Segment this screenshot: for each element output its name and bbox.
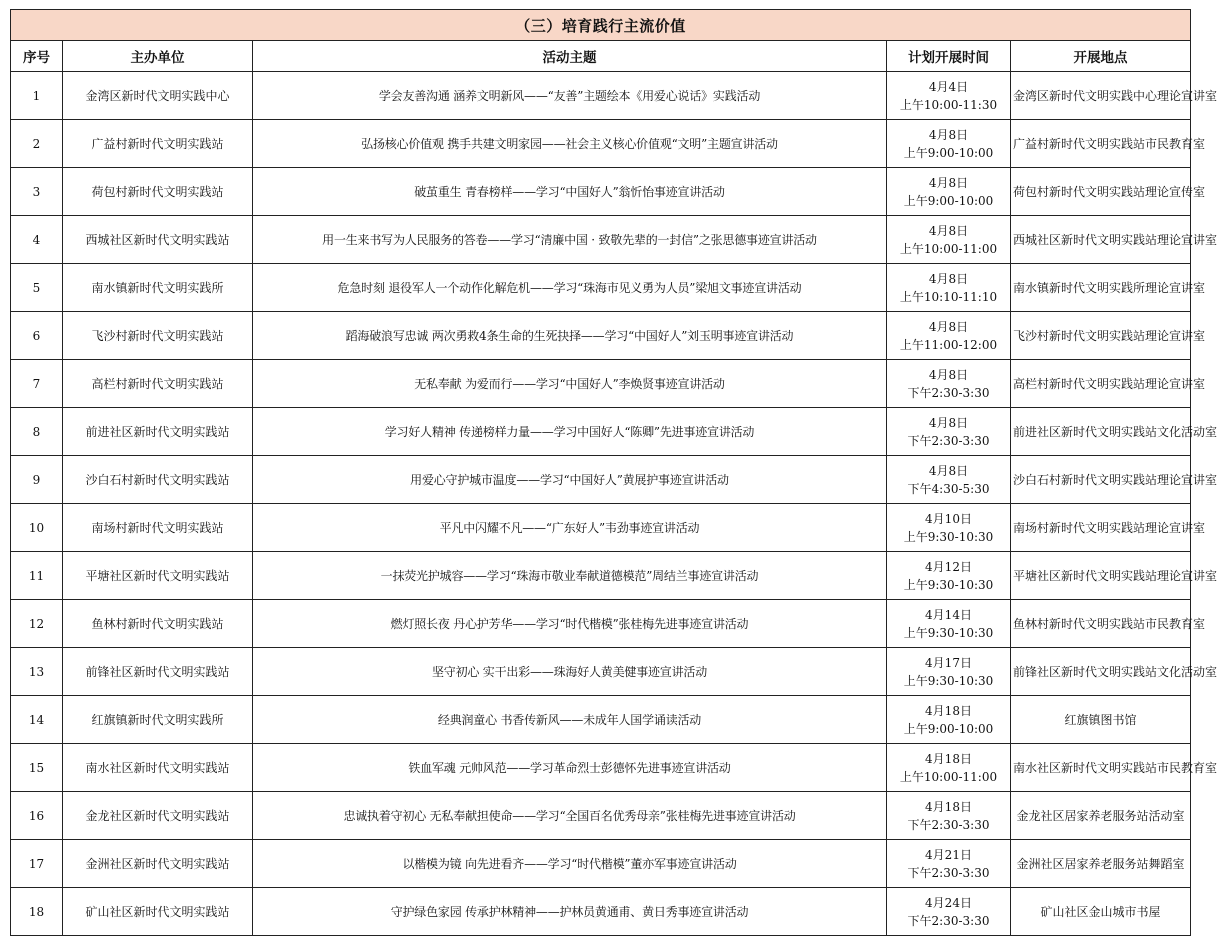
row-index: 5 — [11, 264, 63, 312]
row-location: 前锋社区新时代文明实践站文化活动室 — [1011, 648, 1191, 696]
row-index: 16 — [11, 792, 63, 840]
row-organizer: 前进社区新时代文明实践站 — [63, 408, 253, 456]
row-theme: 无私奉献 为爱而行——学习“中国好人”李焕贤事迹宣讲活动 — [253, 360, 887, 408]
table-row — [11, 792, 1191, 840]
row-index: 2 — [11, 120, 63, 168]
table-row — [11, 744, 1191, 792]
row-time — [887, 648, 1011, 696]
row-time-range: 上午11:00-12:00 — [899, 337, 998, 352]
row-index: 3 — [11, 168, 63, 216]
row-index: 13 — [11, 648, 63, 696]
row-theme: 忠诚执着守初心 无私奉献担使命——学习“全国百名优秀母亲”张桂梅先进事迹宣讲活动 — [253, 792, 887, 840]
table-row — [11, 168, 1191, 216]
row-index: 11 — [11, 552, 63, 600]
row-date: 4月8日 — [928, 463, 969, 478]
row-theme: 用一生来书写为人民服务的答卷——学习“清廉中国 · 致敬先辈的一封信”之张思德事迹宣讲活动 — [253, 216, 887, 264]
row-location: 飞沙村新时代文明实践站理论宣讲室 — [1011, 312, 1191, 360]
row-organizer: 红旗镇新时代文明实践所 — [63, 696, 253, 744]
header-location: 开展地点 — [1011, 41, 1191, 72]
row-time — [887, 744, 1011, 792]
row-time-range: 上午9:00-10:00 — [903, 145, 994, 160]
row-time — [887, 552, 1011, 600]
row-time — [887, 120, 1011, 168]
row-date: 4月24日 — [925, 895, 972, 910]
row-organizer: 西城社区新时代文明实践站 — [63, 216, 253, 264]
row-index: 4 — [11, 216, 63, 264]
row-theme: 弘扬核心价值观 携手共建文明家园——社会主义核心价值观“文明”主题宣讲活动 — [253, 120, 887, 168]
row-location: 南水社区新时代文明实践站市民教育室 — [1011, 744, 1191, 792]
row-time-range: 上午9:30-10:30 — [903, 673, 994, 688]
row-time-range: 上午9:30-10:30 — [903, 577, 994, 592]
row-organizer: 金湾区新时代文明实践中心 — [63, 72, 253, 120]
table-row — [11, 72, 1191, 120]
row-time-range: 上午10:00-11:00 — [899, 241, 998, 256]
table-body — [11, 72, 1217, 936]
row-location: 金洲社区居家养老服务站舞蹈室 — [1011, 840, 1191, 888]
row-location: 红旗镇图书馆 — [1011, 696, 1191, 744]
row-time — [887, 696, 1011, 744]
row-date: 4月8日 — [928, 367, 969, 382]
row-organizer: 荷包村新时代文明实践站 — [63, 168, 253, 216]
row-location: 荷包村新时代文明实践站理论宣传室 — [1011, 168, 1191, 216]
row-index: 8 — [11, 408, 63, 456]
row-time-range: 上午10:00-11:30 — [899, 97, 998, 112]
row-index: 14 — [11, 696, 63, 744]
table-row — [11, 312, 1191, 360]
row-theme: 以楷模为镜 向先进看齐——学习“时代楷模”董亦军事迹宣讲活动 — [253, 840, 887, 888]
table-row — [11, 408, 1191, 456]
row-date: 4月8日 — [928, 175, 969, 190]
row-time — [887, 408, 1011, 456]
table-row — [11, 888, 1191, 936]
table-row — [11, 552, 1191, 600]
header-time: 计划开展时间 — [887, 41, 1011, 72]
row-time — [887, 840, 1011, 888]
row-organizer: 金龙社区新时代文明实践站 — [63, 792, 253, 840]
row-date: 4月8日 — [928, 319, 969, 334]
row-location: 金龙社区居家养老服务站活动室 — [1011, 792, 1191, 840]
row-time — [887, 312, 1011, 360]
row-date: 4月8日 — [928, 271, 969, 286]
row-time — [887, 168, 1011, 216]
table-row — [11, 456, 1191, 504]
row-time-range: 下午4:30-5:30 — [907, 481, 990, 496]
table-row — [11, 264, 1191, 312]
row-time — [887, 360, 1011, 408]
row-location: 鱼林村新时代文明实践站市民教育室 — [1011, 600, 1191, 648]
row-index: 1 — [11, 72, 63, 120]
row-date: 4月8日 — [928, 223, 969, 238]
row-theme: 铁血军魂 元帅风范——学习革命烈士彭德怀先进事迹宣讲活动 — [253, 744, 887, 792]
row-date: 4月12日 — [925, 559, 972, 574]
row-index: 9 — [11, 456, 63, 504]
row-time-range: 下午2:30-3:30 — [907, 433, 990, 448]
row-organizer: 鱼林村新时代文明实践站 — [63, 600, 253, 648]
row-theme: 一抹荧光护城容——学习“珠海市敬业奉献道德模范”周结兰事迹宣讲活动 — [253, 552, 887, 600]
row-time — [887, 456, 1011, 504]
row-date: 4月14日 — [925, 607, 972, 622]
row-theme: 学会友善沟通 涵养文明新风——“友善”主题绘本《用爱心说话》实践活动 — [253, 72, 887, 120]
row-location: 西城社区新时代文明实践站理论宣讲室 — [1011, 216, 1191, 264]
row-location: 高栏村新时代文明实践站理论宣讲室 — [1011, 360, 1191, 408]
row-index: 7 — [11, 360, 63, 408]
row-organizer: 前锋社区新时代文明实践站 — [63, 648, 253, 696]
row-date: 4月10日 — [925, 511, 972, 526]
row-organizer: 南场村新时代文明实践站 — [63, 504, 253, 552]
table-row — [11, 648, 1191, 696]
row-organizer: 矿山社区新时代文明实践站 — [63, 888, 253, 936]
row-date: 4月21日 — [925, 847, 972, 862]
row-time — [887, 72, 1011, 120]
row-time-range: 上午10:00-11:00 — [899, 769, 998, 784]
row-location: 广益村新时代文明实践站市民教育室 — [1011, 120, 1191, 168]
row-time-range: 上午9:00-10:00 — [903, 193, 994, 208]
row-time-range: 上午9:00-10:00 — [903, 721, 994, 736]
row-organizer: 高栏村新时代文明实践站 — [63, 360, 253, 408]
row-index: 15 — [11, 744, 63, 792]
row-time-range: 上午9:30-10:30 — [903, 625, 994, 640]
row-date: 4月17日 — [925, 655, 972, 670]
row-time-range: 上午9:30-10:30 — [903, 529, 994, 544]
row-location: 矿山社区金山城市书屋 — [1011, 888, 1191, 936]
row-time-range: 下午2:30-3:30 — [907, 385, 990, 400]
row-location: 前进社区新时代文明实践站文化活动室 — [1011, 408, 1191, 456]
row-index: 6 — [11, 312, 63, 360]
row-organizer: 飞沙村新时代文明实践站 — [63, 312, 253, 360]
row-theme: 蹈海破浪写忠诚 两次勇救4条生命的生死抉择——学习“中国好人”刘玉明事迹宣讲活动 — [253, 312, 887, 360]
row-organizer: 广益村新时代文明实践站 — [63, 120, 253, 168]
row-time — [887, 504, 1011, 552]
row-theme: 用爱心守护城市温度——学习“中国好人”黄展护事迹宣讲活动 — [253, 456, 887, 504]
activity-table — [10, 9, 1217, 936]
row-date: 4月4日 — [928, 79, 969, 94]
row-date: 4月18日 — [925, 703, 972, 718]
row-location: 南水镇新时代文明实践所理论宣讲室 — [1011, 264, 1191, 312]
row-time — [887, 600, 1011, 648]
row-organizer: 南水镇新时代文明实践所 — [63, 264, 253, 312]
row-time-range: 上午10:10-11:10 — [899, 289, 998, 304]
row-theme: 破茧重生 青春榜样——学习“中国好人”翁忻怡事迹宣讲活动 — [253, 168, 887, 216]
row-theme: 危急时刻 退役军人一个动作化解危机——学习“珠海市见义勇为人员”梁旭文事迹宣讲活动 — [253, 264, 887, 312]
header-organizer: 主办单位 — [63, 41, 253, 72]
row-time — [887, 888, 1011, 936]
row-organizer: 金洲社区新时代文明实践站 — [63, 840, 253, 888]
table-row — [11, 840, 1191, 888]
row-location: 南场村新时代文明实践站理论宣讲室 — [1011, 504, 1191, 552]
table-row — [11, 120, 1191, 168]
header-theme: 活动主题 — [253, 41, 887, 72]
row-time — [887, 216, 1011, 264]
table-row — [11, 504, 1191, 552]
row-index: 10 — [11, 504, 63, 552]
row-theme: 坚守初心 实干出彩——珠海好人黄美健事迹宣讲活动 — [253, 648, 887, 696]
row-theme: 守护绿色家园 传承护林精神——护林员黄通甫、黄日秀事迹宣讲活动 — [253, 888, 887, 936]
row-organizer: 平塘社区新时代文明实践站 — [63, 552, 253, 600]
table-row — [11, 216, 1191, 264]
table-row — [11, 696, 1191, 744]
header-row — [11, 41, 1191, 72]
row-date: 4月18日 — [925, 799, 972, 814]
activity-schedule-sheet — [10, 9, 1217, 936]
row-location: 金湾区新时代文明实践中心理论宣讲室 — [1011, 72, 1191, 120]
row-date: 4月8日 — [928, 415, 969, 430]
row-organizer: 南水社区新时代文明实践站 — [63, 744, 253, 792]
row-time-range: 下午2:30-3:30 — [907, 913, 990, 928]
row-time — [887, 792, 1011, 840]
row-location: 平塘社区新时代文明实践站理论宣讲室 — [1011, 552, 1191, 600]
row-date: 4月18日 — [925, 751, 972, 766]
row-theme: 学习好人精神 传递榜样力量——学习中国好人“陈卿”先进事迹宣讲活动 — [253, 408, 887, 456]
row-time — [887, 264, 1011, 312]
row-organizer: 沙白石村新时代文明实践站 — [63, 456, 253, 504]
table-row — [11, 360, 1191, 408]
row-index: 18 — [11, 888, 63, 936]
table-title: （三）培育践行主流价值 — [11, 10, 1191, 41]
row-theme: 经典润童心 书香传新风——未成年人国学诵读活动 — [253, 696, 887, 744]
row-theme: 燃灯照长夜 丹心护芳华——学习“时代楷模”张桂梅先进事迹宣讲活动 — [253, 600, 887, 648]
header-index: 序号 — [11, 41, 63, 72]
row-location: 沙白石村新时代文明实践站理论宣讲室 — [1011, 456, 1191, 504]
row-theme: 平凡中闪耀不凡——“广东好人”韦劲事迹宣讲活动 — [253, 504, 887, 552]
row-time-range: 下午2:30-3:30 — [907, 865, 990, 880]
table-row — [11, 600, 1191, 648]
row-index: 12 — [11, 600, 63, 648]
row-date: 4月8日 — [928, 127, 969, 142]
row-time-range: 下午2:30-3:30 — [907, 817, 990, 832]
row-index: 17 — [11, 840, 63, 888]
